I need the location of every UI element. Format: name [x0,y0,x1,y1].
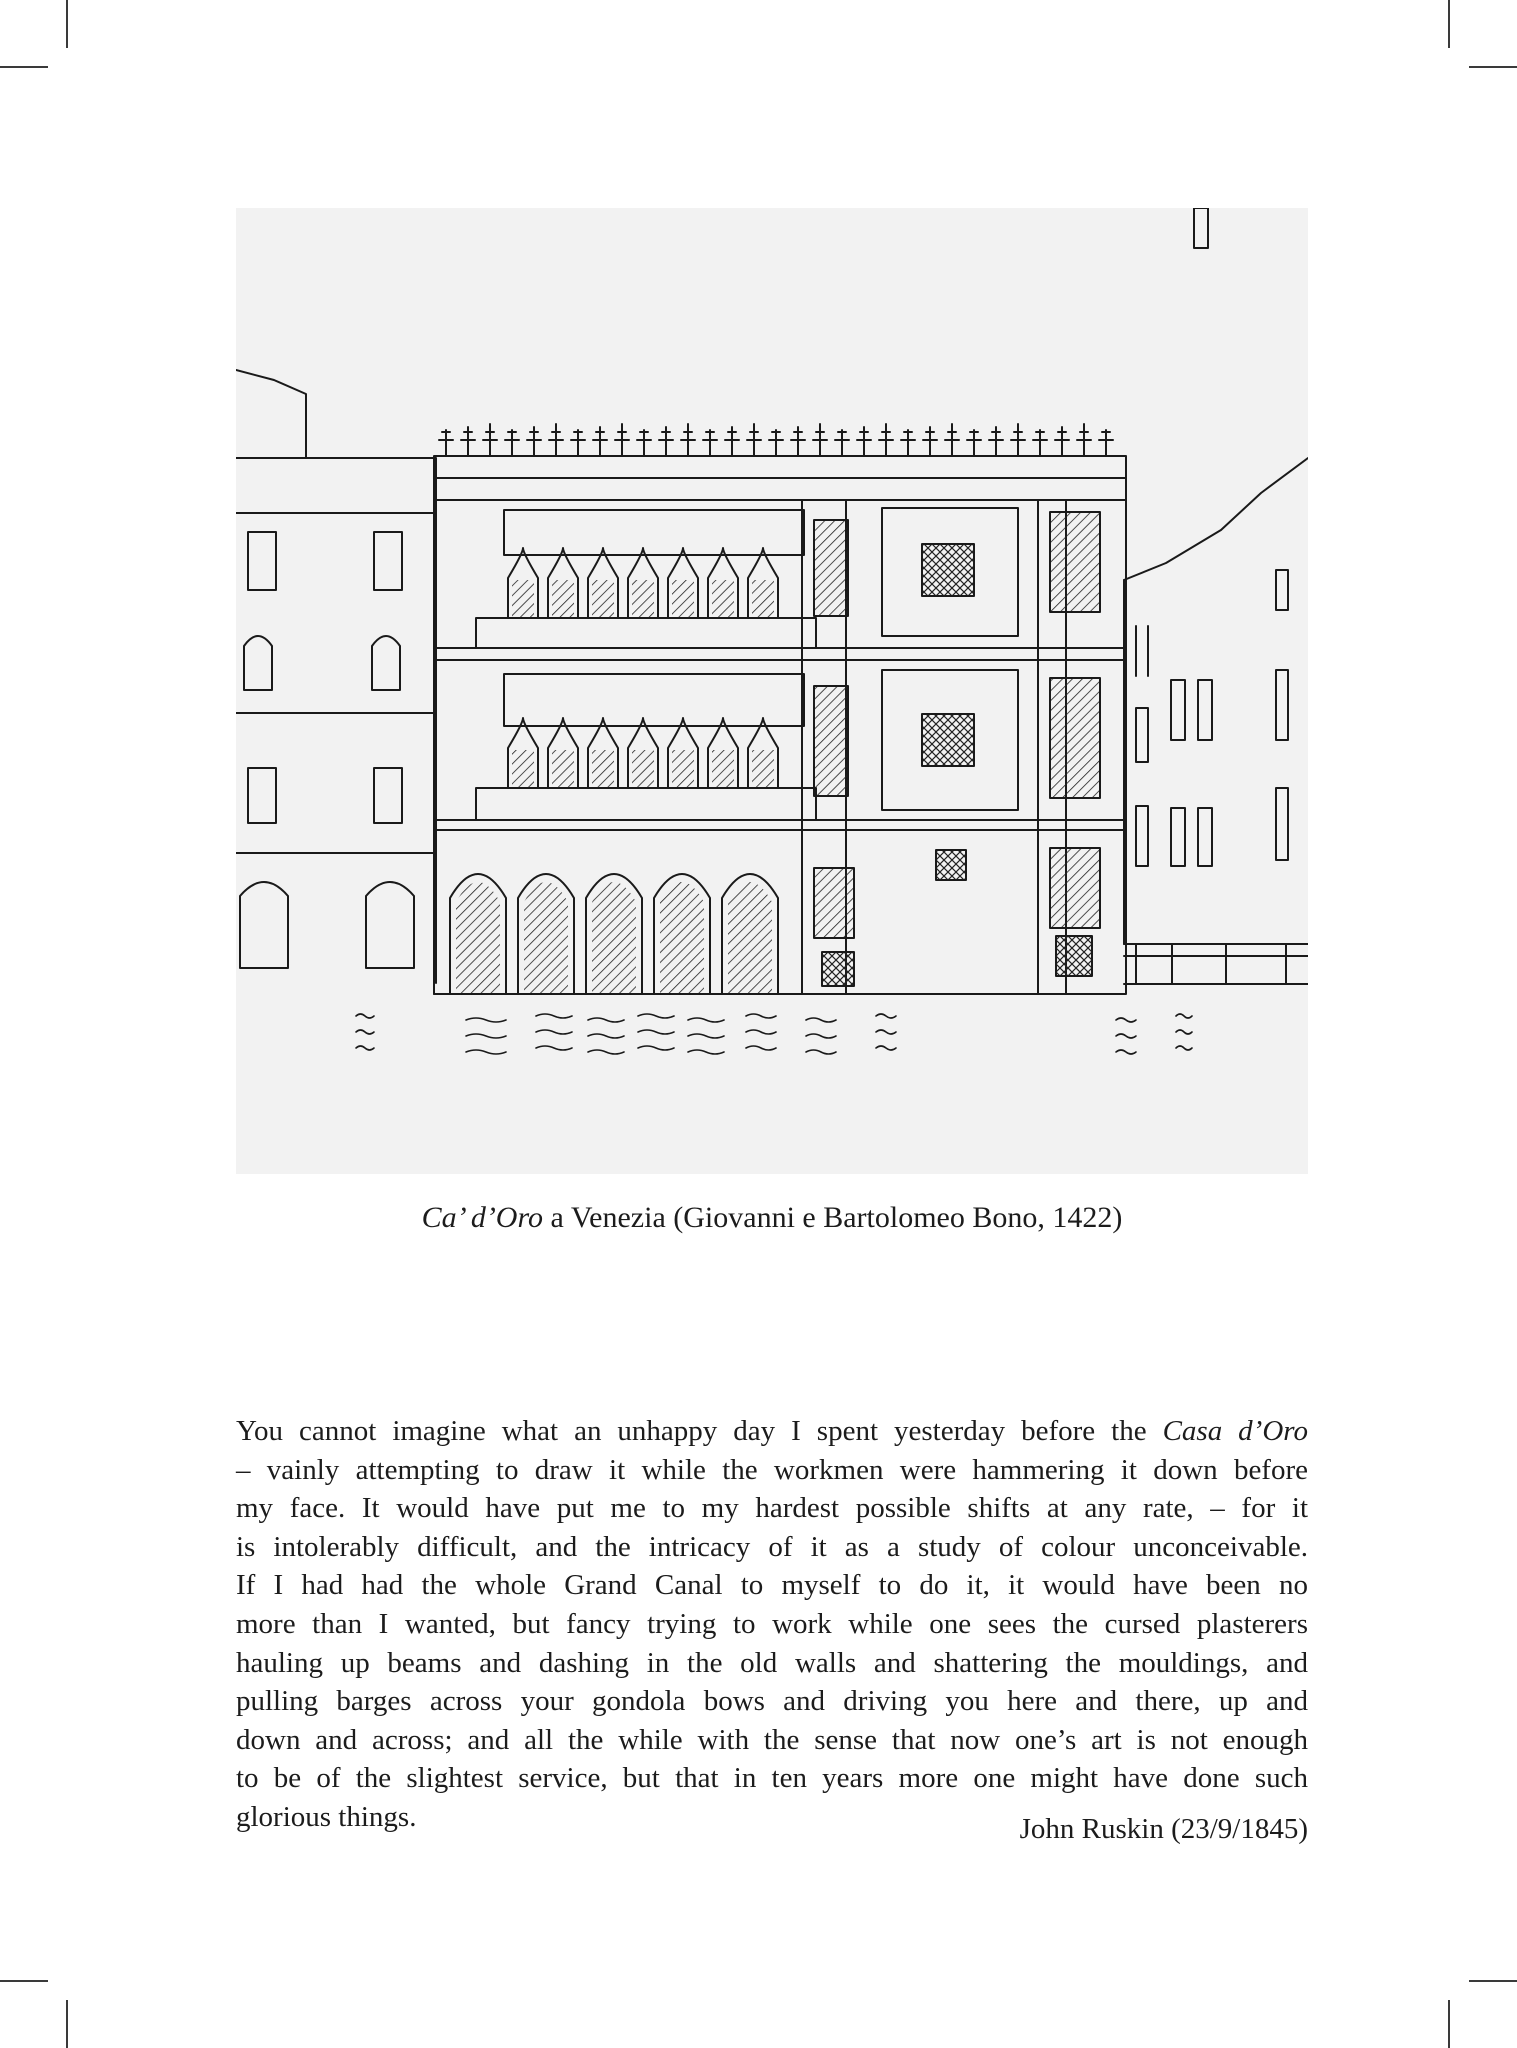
crop-mark-bottom-left-vertical [66,2000,68,2048]
quote-line: down and across; and all the while with the sense that now one’s art is not enough [236,1723,1308,1756]
canal-water [356,1014,1192,1054]
quote-line: If I had had the whole Grand Canal to myself to do it, it would have been no [236,1569,1308,1602]
crop-mark-top-left-horizontal [0,66,48,68]
quote-paragraph [236,1412,1308,1837]
quote-line: is intolerably difficult, and the intricacy of it as a study of colour unconceivable. [236,1530,1308,1563]
quote-line: my face. It would have put me to my hardest possible shifts at any rate, – for it [236,1492,1308,1525]
quote-line: to be of the slightest service, but that in ten years more one might have done such [236,1762,1308,1795]
right-building [1124,208,1308,984]
caption-rest: a Venezia (Giovanni e Bartolomeo Bono, 1422) [543,1201,1123,1234]
crop-mark-top-right-vertical [1448,0,1450,48]
quote-attribution: John Ruskin (23/9/1845) [1019,1813,1308,1845]
crop-mark-bottom-right-vertical [1448,2000,1450,2048]
palace-facade [434,424,1126,994]
quote-line: – vainly attempting to draw it while the workmen were hammering it down before [236,1453,1308,1486]
quote-italic-title: Casa d’Oro [1162,1415,1308,1447]
figure-caption [236,1198,1308,1238]
quote-line: hauling up beams and dashing in the old walls and shattering the mouldings, and [236,1646,1308,1679]
caption-title: Ca’ d’Oro [421,1201,544,1234]
quote-line: more than I wanted, but fancy trying to work while one sees the cursed plasterers [236,1607,1308,1640]
drawing-svg [236,208,1308,1174]
cresting [439,424,1113,456]
quote-line: pulling barges across your gondola bows and driving you here and there, up and [236,1685,1308,1718]
quote-line: glorious things. [236,1800,417,1833]
crop-mark-bottom-left-horizontal [0,1980,48,1982]
crop-mark-top-right-horizontal [1469,66,1517,68]
quote-line [236,1412,1308,1451]
quote-line-text: You cannot imagine what an unhappy day I spent yesterday before the [236,1415,1163,1447]
crop-mark-bottom-right-horizontal [1469,1980,1517,1982]
ca-doro-drawing [236,208,1308,1174]
crop-mark-top-left-vertical [66,0,68,48]
left-building [236,370,436,983]
